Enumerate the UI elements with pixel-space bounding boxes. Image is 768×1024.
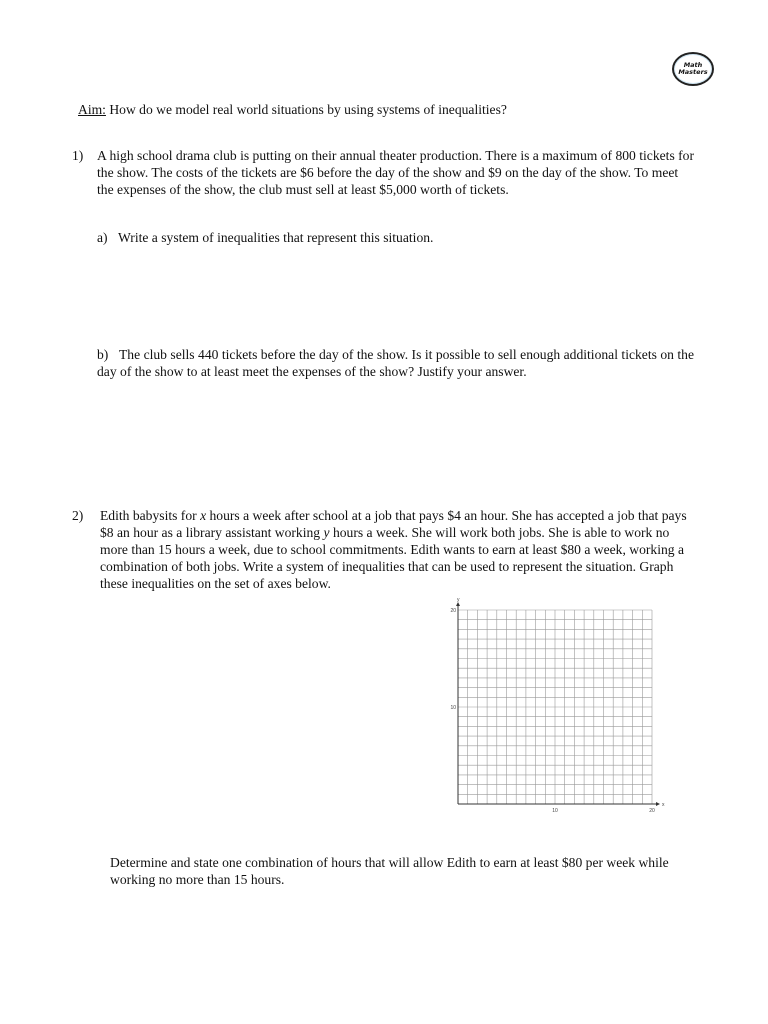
y-axis-label: y [457,597,460,603]
question-1b-text [97,346,694,380]
aim-statement [78,101,507,118]
variable-y: y [323,525,330,540]
question-2-number: 2) [72,508,84,523]
math-masters-logo [672,52,714,86]
logo-line-2: Masters [678,68,708,76]
x-axis-label: x [662,802,665,808]
question-1a-text: Write a system of inequalities that represent this situation. [118,230,434,245]
x-axis-arrow [656,802,660,806]
question-2-text [100,507,697,592]
logo-line-1: Math [683,61,703,69]
question-1a-label: a) [97,230,108,245]
x-tick-label: 20 [649,808,655,814]
question-2-text-part-1: Edith babysits for [100,508,201,523]
variable-x: x [200,508,207,523]
question-1b-body: The club sells 440 tickets before the day of the show. Is it possible to sell enough additional tickets on the day of the show to at least meet the expenses of the show? Justify your answer. [97,347,694,379]
x-tick-label: 10 [552,808,558,814]
y-tick-label: 20 [450,608,456,614]
question-2-closing-prompt: Determine and state one combination of hours that will allow Edith to earn at least $80 per week while working no more than 15 hours. [110,855,669,887]
question-1-number: 1) [72,148,84,163]
coordinate-grid [440,597,676,820]
question-1b-label: b) [97,347,109,362]
question-2-text-part-3: hours a week. She will work both jobs. She is able to work no more than 15 hours a week, due to school commitments. Edith wants to earn at least $80 a week, working a combination of both jobs. Write a system of inequalities that can be used to represent the situation. Graph these inequalities on the set of axes below. [100,525,685,591]
y-tick-label: 10 [450,705,456,711]
grid-svg [440,597,676,820]
question-1-text: A high school drama club is putting on their annual theater production. There is a maximum of 800 tickets for the show. The costs of the tickets are $6 before the day of the show and $9 on the day of the show. To meet the expenses of the show, the club must sell at least $5,000 worth of tickets. [97,148,694,197]
aim-label: Aim: [78,102,106,117]
aim-text: How do we model real world situations by using systems of inequalities? [105,102,507,117]
question-2-text-part-2: hours a week after school at a job that pays $4 an hour. She has accepted a job that pays $8 an hour as a library assistant working [100,508,687,540]
grid-lines [458,610,652,804]
